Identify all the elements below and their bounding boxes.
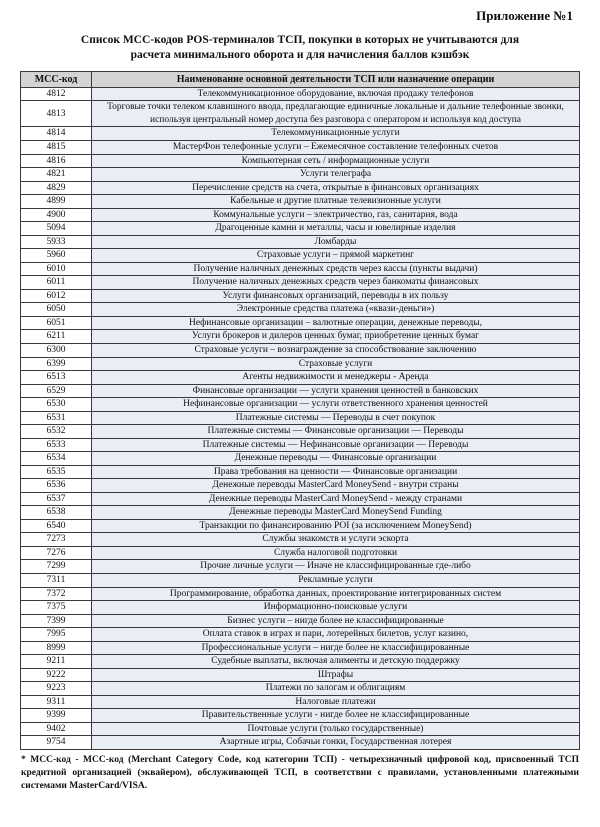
- description-cell: Страховые услуги – прямой маркетинг: [92, 249, 580, 263]
- mcc-code-cell: 6530: [21, 398, 92, 412]
- table-body: [21, 87, 580, 749]
- description-cell: Страховые услуги – вознаграждение за способствование заключению: [92, 343, 580, 357]
- mcc-code-cell: 4816: [21, 154, 92, 168]
- mcc-code-cell: 4815: [21, 141, 92, 155]
- mcc-code-cell: 9399: [21, 709, 92, 723]
- table-row: [21, 316, 580, 330]
- mcc-code-cell: 9211: [21, 655, 92, 669]
- description-cell: Получение наличных денежных средств через кассы (пункты выдачи): [92, 262, 580, 276]
- table-row: [21, 141, 580, 155]
- description-cell: Правительственные услуги - нигде более не классифицированные: [92, 709, 580, 723]
- mcc-code-cell: 6300: [21, 343, 92, 357]
- mcc-code-cell: 9311: [21, 695, 92, 709]
- description-cell: Ломбарды: [92, 235, 580, 249]
- description-cell: Торговые точки телеком клавишного ввода, предлагающие единичные локальные и дальние телефонные звонки, используя центральный номер доступа без разговора с оператором и используя код доступа: [92, 101, 580, 127]
- description-cell: Налоговые платежи: [92, 695, 580, 709]
- mcc-code-cell: 6011: [21, 276, 92, 290]
- table-row: [21, 262, 580, 276]
- table-row: [21, 722, 580, 736]
- mcc-code-cell: 7372: [21, 587, 92, 601]
- mcc-code-cell: 4829: [21, 181, 92, 195]
- mcc-code-cell: 7311: [21, 574, 92, 588]
- table-row: [21, 235, 580, 249]
- table-row: [21, 546, 580, 560]
- mcc-code-cell: 5094: [21, 222, 92, 236]
- table-row: [21, 208, 580, 222]
- mcc-code-cell: 6540: [21, 519, 92, 533]
- mcc-code-cell: 7299: [21, 560, 92, 574]
- description-cell: Судебные выплаты, включая алименты и детскую поддержку: [92, 655, 580, 669]
- description-cell: Денежные переводы — Финансовые организации: [92, 452, 580, 466]
- mcc-code-cell: 6050: [21, 303, 92, 317]
- table-row: [21, 655, 580, 669]
- table-row: [21, 181, 580, 195]
- mcc-code-cell: 6533: [21, 438, 92, 452]
- mcc-code-cell: 9402: [21, 722, 92, 736]
- mcc-code-cell: 4821: [21, 168, 92, 182]
- page-title: Список МСС-кодов POS-терминалов ТСП, покупки в которых не учитываются для расчета минимального оборота и для начисления баллов кэшбэк: [80, 34, 520, 61]
- description-cell: Программирование, обработка данных, проектирование интегрированных систем: [92, 587, 580, 601]
- table-row: [21, 628, 580, 642]
- table-row: [21, 249, 580, 263]
- description-cell: Денежные переводы MasterCard MoneySend - внутри страны: [92, 479, 580, 493]
- description-cell: Телекоммуникационное оборудование, включая продажу телефонов: [92, 87, 580, 101]
- appendix-label: Приложение №1: [476, 8, 573, 23]
- mcc-code-cell: 5960: [21, 249, 92, 263]
- mcc-code-cell: 7273: [21, 533, 92, 547]
- table-row: [21, 343, 580, 357]
- description-cell: Денежные переводы MasterCard MoneySend Funding: [92, 506, 580, 520]
- description-cell: Агенты недвижимости и менеджеры - Аренда: [92, 371, 580, 385]
- description-cell: Драгоценные камни и металлы, часы и ювелирные изделия: [92, 222, 580, 236]
- table-row: [21, 695, 580, 709]
- table-row: [21, 560, 580, 574]
- mcc-code-cell: 7995: [21, 628, 92, 642]
- mcc-code-cell: 4899: [21, 195, 92, 209]
- table-row: [21, 411, 580, 425]
- table-row: [21, 303, 580, 317]
- table-row: [21, 195, 580, 209]
- description-cell: Нефинансовые организации — услуги ответственного хранения ценностей: [92, 398, 580, 412]
- description-cell: Профессиональные услуги – нигде более не классифицированные: [92, 641, 580, 655]
- table-row: [21, 398, 580, 412]
- mcc-code-cell: 6513: [21, 371, 92, 385]
- mcc-code-cell: 6012: [21, 289, 92, 303]
- mcc-code-cell: 9223: [21, 682, 92, 696]
- mcc-code-cell: 4813: [21, 101, 92, 127]
- table-row: [21, 519, 580, 533]
- table-row: [21, 276, 580, 290]
- description-cell: Почтовые услуги (только государственные): [92, 722, 580, 736]
- table-row: [21, 222, 580, 236]
- description-cell: Прочие личные услуги — Иначе не классифицированные где-либо: [92, 560, 580, 574]
- mcc-code-cell: 4812: [21, 87, 92, 101]
- description-cell: Услуги телеграфа: [92, 168, 580, 182]
- table-row: [21, 709, 580, 723]
- mcc-code-cell: 6010: [21, 262, 92, 276]
- table-row: [21, 587, 580, 601]
- description-cell: Службы знакомств и услуги эскорта: [92, 533, 580, 547]
- description-cell: Услуги финансовых организаций, переводы в их пользу: [92, 289, 580, 303]
- description-cell: Получение наличных денежных средств через банкоматы финансовых: [92, 276, 580, 290]
- table-row: [21, 168, 580, 182]
- mcc-code-cell: 7399: [21, 614, 92, 628]
- mcc-code-cell: 6534: [21, 452, 92, 466]
- mcc-code-cell: 6536: [21, 479, 92, 493]
- table-row: [21, 682, 580, 696]
- column-header-description: Наименование основной деятельности ТСП или назначение операции: [92, 71, 580, 87]
- table-row: [21, 438, 580, 452]
- description-cell: Перечисление средств на счета, открытые в финансовых организациях: [92, 181, 580, 195]
- table-row: [21, 384, 580, 398]
- description-cell: Оплата ставок в играх и пари, лотерейных билетов, услуг казино,: [92, 628, 580, 642]
- table-row: [21, 736, 580, 750]
- description-cell: Права требования на ценности — Финансовые организации: [92, 465, 580, 479]
- mcc-code-cell: 5933: [21, 235, 92, 249]
- mcc-code-cell: 6535: [21, 465, 92, 479]
- mcc-code-cell: 6531: [21, 411, 92, 425]
- mcc-code-cell: 9754: [21, 736, 92, 750]
- description-cell: Платежные системы — Переводы в счет покупок: [92, 411, 580, 425]
- mcc-code-cell: 6537: [21, 492, 92, 506]
- table-row: [21, 479, 580, 493]
- mcc-code-cell: 7276: [21, 546, 92, 560]
- description-cell: Платежные системы — Нефинансовые организации — Переводы: [92, 438, 580, 452]
- description-cell: Страховые услуги: [92, 357, 580, 371]
- description-cell: Денежные переводы MasterCard MoneySend - между странами: [92, 492, 580, 506]
- description-cell: Нефинансовые организации – валютные операции, денежные переводы,: [92, 316, 580, 330]
- mcc-code-cell: 6051: [21, 316, 92, 330]
- mcc-codes-table: [20, 71, 580, 750]
- table-row: [21, 614, 580, 628]
- description-cell: Кабельные и другие платные телевизионные услуги: [92, 195, 580, 209]
- table-row: [21, 289, 580, 303]
- mcc-code-cell: 4900: [21, 208, 92, 222]
- mcc-code-cell: 6211: [21, 330, 92, 344]
- description-cell: Электронные средства платежа («квази-деньги»): [92, 303, 580, 317]
- table-row: [21, 506, 580, 520]
- table-row: [21, 668, 580, 682]
- footnote: * МСС-код - МСС-код (Merchant Category Code, код категории ТСП) - четырехзначный цифровой код, присвоенный ТСП кредитной организацией (эквайером), обслуживающей ТСП, в соответствии с правилами, установленными платежными системами MasterCard/VISA.: [21, 754, 579, 791]
- mcc-code-cell: 6529: [21, 384, 92, 398]
- table-row: [21, 371, 580, 385]
- mcc-code-cell: 9222: [21, 668, 92, 682]
- description-cell: Компьютерная сеть / информационные услуги: [92, 154, 580, 168]
- table-row: [21, 127, 580, 141]
- table-row: [21, 154, 580, 168]
- mcc-code-cell: 6538: [21, 506, 92, 520]
- table-row: [21, 492, 580, 506]
- mcc-code-cell: 6399: [21, 357, 92, 371]
- description-cell: Информационно-поисковые услуги: [92, 601, 580, 615]
- table-row: [21, 465, 580, 479]
- table-row: [21, 533, 580, 547]
- table-row: [21, 641, 580, 655]
- description-cell: Платежные системы — Финансовые организации — Переводы: [92, 425, 580, 439]
- description-cell: Транзакции по финансированию POI (за исключением MoneySend): [92, 519, 580, 533]
- description-cell: Рекламные услуги: [92, 574, 580, 588]
- description-cell: МастерФон телефонные услуги – Ежемесячное составление телефонных счетов: [92, 141, 580, 155]
- description-cell: Бизнес услуги – нигде более не классифицированные: [92, 614, 580, 628]
- column-header-mcc-code: МСС-код: [21, 71, 92, 87]
- mcc-code-cell: 8999: [21, 641, 92, 655]
- description-cell: Служба налоговой подготовки: [92, 546, 580, 560]
- table-row: [21, 574, 580, 588]
- table-row: [21, 330, 580, 344]
- table-row: [21, 452, 580, 466]
- description-cell: Азартные игры, Собачьи гонки, Государственная лотерея: [92, 736, 580, 750]
- mcc-code-cell: 4814: [21, 127, 92, 141]
- description-cell: Коммунальные услуги – электричество, газ, санитария, вода: [92, 208, 580, 222]
- table-row: [21, 101, 580, 127]
- description-cell: Финансовые организации — услуги хранения ценностей в банковских: [92, 384, 580, 398]
- mcc-code-cell: 7375: [21, 601, 92, 615]
- description-cell: Платежи по залогам и облигациям: [92, 682, 580, 696]
- table-header-row: [21, 71, 580, 87]
- mcc-code-cell: 6532: [21, 425, 92, 439]
- table-row: [21, 425, 580, 439]
- description-cell: Услуги брокеров и дилеров ценных бумаг, приобретение ценных бумаг: [92, 330, 580, 344]
- table-row: [21, 357, 580, 371]
- description-cell: Штрафы: [92, 668, 580, 682]
- table-row: [21, 601, 580, 615]
- table-row: [21, 87, 580, 101]
- description-cell: Телекоммуникационные услуги: [92, 127, 580, 141]
